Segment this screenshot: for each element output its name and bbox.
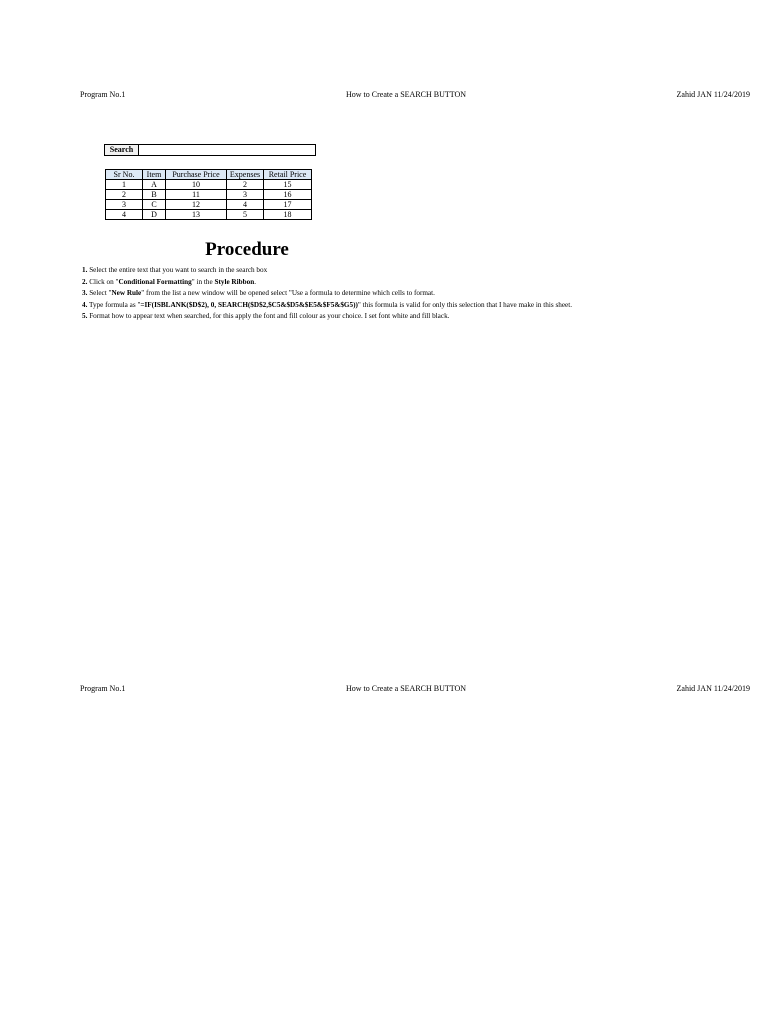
step-number: 3. xyxy=(82,289,88,297)
procedure-step xyxy=(82,300,742,312)
header-author-date: Zahid JAN 11/24/2019 xyxy=(676,90,750,99)
cell-sr-no[interactable]: 2 xyxy=(106,190,143,200)
page-footer xyxy=(80,683,750,695)
step-number: 5. xyxy=(82,312,88,320)
procedure-step xyxy=(82,277,742,289)
table-header-row xyxy=(106,170,312,180)
step-text-bold: =IF(ISBLANK($D$2), 0, SEARCH($D$2,$C5&$D5&$E5&$F5&$G5)) xyxy=(140,300,358,309)
cell-sr-no[interactable]: 1 xyxy=(106,180,143,190)
step-text: Type formula as " xyxy=(87,300,141,309)
data-table xyxy=(105,169,312,220)
column-header-item: Item xyxy=(143,170,166,180)
step-text: Click on " xyxy=(87,277,119,286)
column-header-retail-price: Retail Price xyxy=(264,170,312,180)
procedure-steps xyxy=(82,265,742,323)
procedure-step xyxy=(82,265,742,277)
search-label: Search xyxy=(105,145,139,155)
footer-author-date: Zahid JAN 11/24/2019 xyxy=(676,684,750,693)
cell-retail-price[interactable]: 15 xyxy=(264,180,312,190)
column-header-sr-no: Sr No. xyxy=(106,170,143,180)
step-text: Select the entire text that you want to search in the search box xyxy=(87,266,268,274)
step-text: " this formula is valid for only this selection that I have make in this sheet. xyxy=(357,300,573,309)
cell-expenses[interactable]: 2 xyxy=(227,180,264,190)
cell-sr-no[interactable]: 4 xyxy=(106,210,143,220)
header-title: How to Create a SEARCH BUTTON xyxy=(346,90,467,99)
step-text: " in the xyxy=(191,277,215,286)
cell-item[interactable]: D xyxy=(143,210,166,220)
page-header xyxy=(80,89,750,101)
procedure-step xyxy=(82,288,742,300)
procedure-title: Procedure xyxy=(205,239,289,260)
search-box xyxy=(104,144,316,156)
cell-retail-price[interactable]: 18 xyxy=(264,210,312,220)
search-input[interactable] xyxy=(139,145,315,154)
step-text-bold: Style Ribbon xyxy=(214,277,255,286)
table-row xyxy=(106,180,312,190)
cell-item[interactable]: C xyxy=(143,200,166,210)
cell-retail-price[interactable]: 16 xyxy=(264,190,312,200)
footer-program-no: Program No.1 xyxy=(80,684,126,693)
cell-item[interactable]: B xyxy=(143,190,166,200)
cell-retail-price[interactable]: 17 xyxy=(264,200,312,210)
table-row xyxy=(106,190,312,200)
step-text-bold: New Rule xyxy=(111,289,142,297)
cell-purchase-price[interactable]: 13 xyxy=(166,210,227,220)
step-text: . xyxy=(254,277,257,286)
step-text: " from the list a new window will be opened select "Use a formula to determine which cells to format. xyxy=(141,289,435,297)
step-number: 2. xyxy=(82,277,88,286)
step-text: Select " xyxy=(87,289,112,297)
table-row xyxy=(106,200,312,210)
step-text-bold: Conditional Formatting xyxy=(118,277,192,286)
cell-expenses[interactable]: 5 xyxy=(227,210,264,220)
column-header-expenses: Expenses xyxy=(227,170,264,180)
cell-purchase-price[interactable]: 10 xyxy=(166,180,227,190)
table-row xyxy=(106,210,312,220)
step-text: Format how to appear text when searched, for this apply the font and fill colour as your choice. I set font white and fill black. xyxy=(87,312,450,320)
footer-title: How to Create a SEARCH BUTTON xyxy=(346,684,467,693)
step-number: 4. xyxy=(82,300,88,309)
cell-expenses[interactable]: 3 xyxy=(227,190,264,200)
cell-purchase-price[interactable]: 11 xyxy=(166,190,227,200)
column-header-purchase-price: Purchase Price xyxy=(166,170,227,180)
procedure-step xyxy=(82,311,742,323)
header-program-no: Program No.1 xyxy=(80,90,126,99)
step-number: 1. xyxy=(82,266,88,274)
cell-expenses[interactable]: 4 xyxy=(227,200,264,210)
cell-purchase-price[interactable]: 12 xyxy=(166,200,227,210)
cell-sr-no[interactable]: 3 xyxy=(106,200,143,210)
cell-item[interactable]: A xyxy=(143,180,166,190)
